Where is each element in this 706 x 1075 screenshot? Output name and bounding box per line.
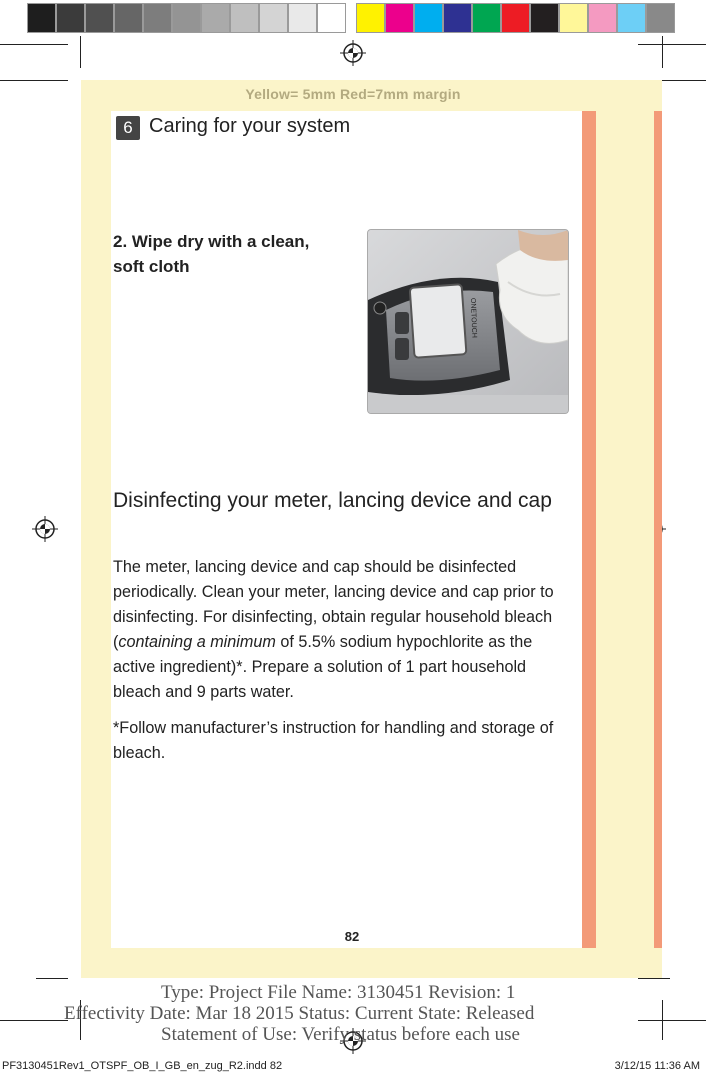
footnote: *Follow manufacturer’s instruction for handling and storage of bleach.: [113, 719, 554, 762]
margin-note: Yellow= 5mm Red=7mm margin: [245, 86, 461, 102]
color-swatch: [385, 3, 414, 33]
step-line: soft cloth: [113, 257, 190, 276]
color-swatch: [617, 3, 646, 33]
crop-mark: [638, 44, 706, 45]
crop-mark: [80, 36, 81, 68]
color-swatch: [414, 3, 443, 33]
red-margin-strip: [582, 111, 596, 948]
meter-illustration-icon: [368, 230, 568, 413]
meter-wipe-photo: [367, 229, 569, 414]
body-text: The meter, lancing device and cap should be disinfected periodically. Clean your meter, lancing device and cap prior to disinfecting. For disinfecting, obtain regular household bleach (: [113, 558, 554, 651]
registration-mark-icon: [340, 40, 366, 66]
color-swatch: [85, 3, 114, 33]
crop-mark: [638, 1020, 706, 1021]
page-number: 82: [344, 929, 360, 944]
chapter-title: Caring for your system: [149, 115, 351, 137]
color-swatch: [114, 3, 143, 33]
body-text: of 5.5% sodium hypochlorite as the active ingredient)*. Prepare a solution of 1 part household bleach and 9 parts water.: [113, 633, 533, 701]
step-instruction: [113, 229, 323, 279]
color-swatch: [530, 3, 559, 33]
registration-mark-icon: [32, 516, 58, 542]
color-swatch: [317, 3, 346, 33]
crop-mark: [638, 978, 670, 979]
doc-status-line: Statement of Use: Verify status before each use: [161, 1024, 520, 1045]
body-paragraph: [113, 555, 573, 705]
red-margin-strip: [654, 111, 662, 948]
color-swatch: [501, 3, 530, 33]
doc-status-line: Type: Project File Name: 3130451 Revision: 1: [161, 982, 516, 1003]
color-swatch: [443, 3, 472, 33]
crop-mark: [36, 978, 68, 979]
crop-mark: [0, 44, 68, 45]
color-swatch: [288, 3, 317, 33]
section-heading: Disinfecting your meter, lancing device and cap: [113, 489, 552, 512]
color-swatch: [56, 3, 85, 33]
crop-mark: [662, 36, 663, 68]
crop-mark: [0, 1020, 68, 1021]
color-swatch: [472, 3, 501, 33]
color-swatch: [259, 3, 288, 33]
crop-mark: [662, 1000, 663, 1040]
color-swatch: [143, 3, 172, 33]
color-swatch: [201, 3, 230, 33]
slug-datetime: 3/12/15 11:36 AM: [614, 1060, 700, 1072]
photo-brand-label: ONETOUCH: [469, 297, 478, 338]
color-swatch: [27, 3, 56, 33]
color-swatch: [646, 3, 675, 33]
body-text-italic: containing a minimum: [118, 633, 276, 651]
color-swatch: [356, 3, 385, 33]
crop-mark: [0, 80, 68, 81]
chapter-number-badge: 6: [116, 116, 140, 140]
slug-filename: PF3130451Rev1_OTSPF_OB_I_GB_en_zug_R2.indd 82: [2, 1060, 283, 1072]
doc-status-line: Effectivity Date: Mar 18 2015 Status: Current State: Released: [64, 1003, 535, 1024]
step-line: 2. Wipe dry with a clean,: [113, 232, 310, 251]
color-swatch: [230, 3, 259, 33]
color-swatch: [172, 3, 201, 33]
color-swatch: [588, 3, 617, 33]
color-swatch: [559, 3, 588, 33]
